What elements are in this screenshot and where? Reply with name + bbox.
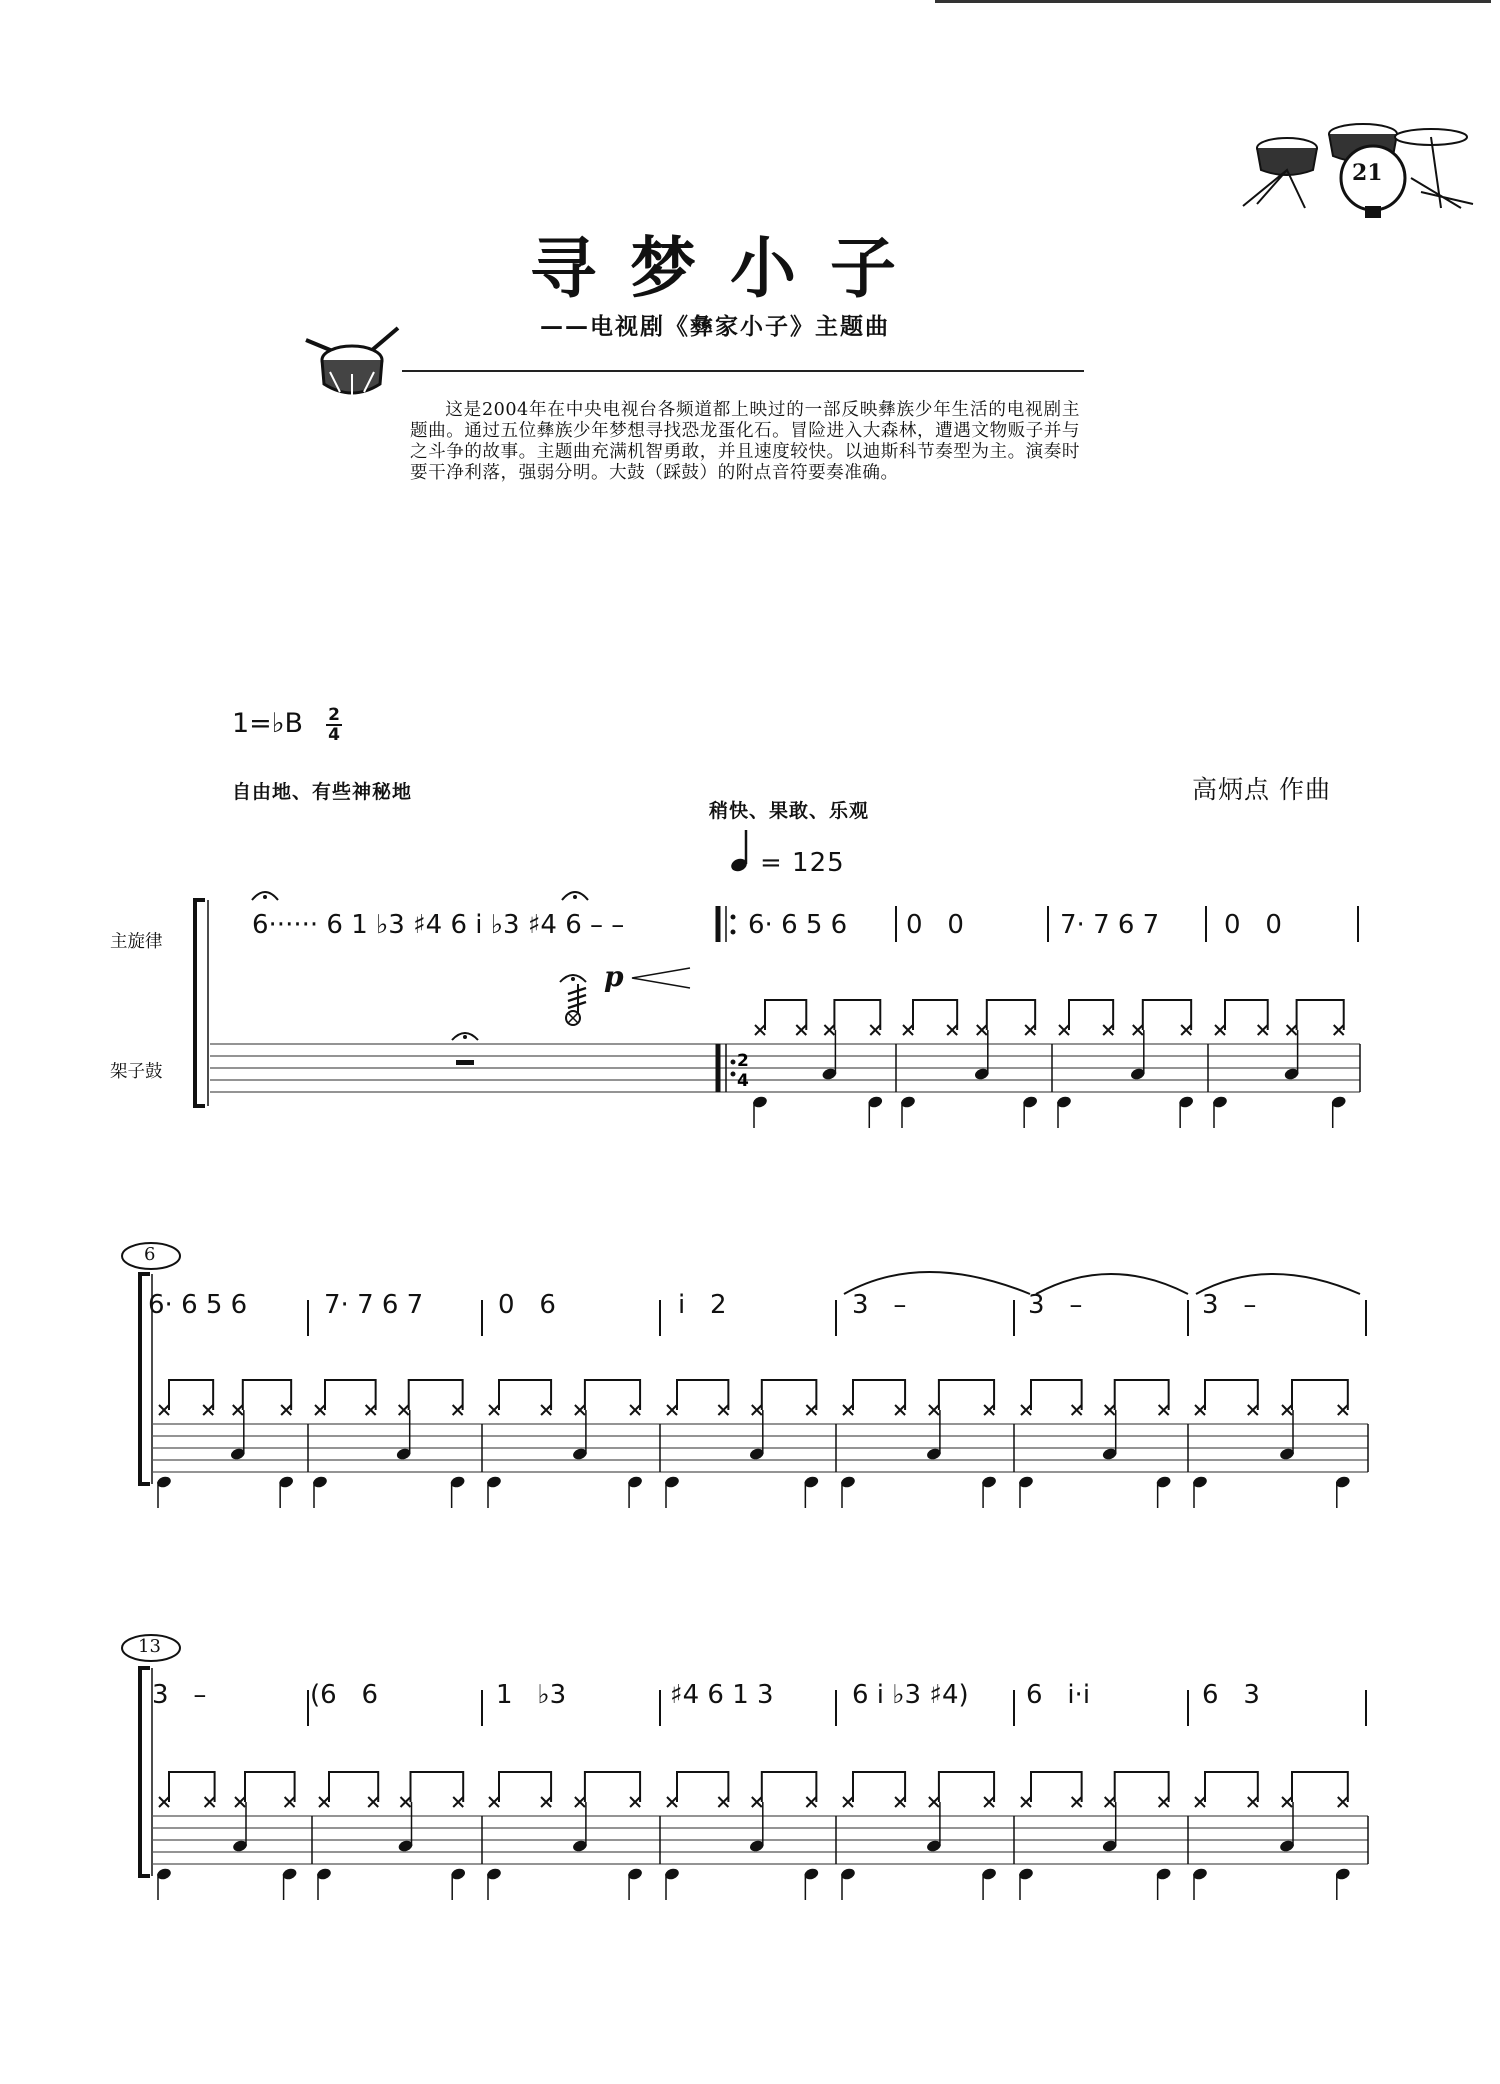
hihat-note [1059,1025,1069,1035]
melody-s1-m4: 0 0 [1224,910,1282,940]
hihat-note [1258,1025,1268,1035]
hihat-note [1338,1797,1348,1807]
hihat-note [903,1025,913,1035]
beam [411,1772,464,1802]
beam [677,1772,728,1802]
hihat-note [159,1405,169,1415]
beam [325,1380,376,1410]
beam [245,1772,295,1802]
hihat-note [233,1405,243,1415]
hihat-note [1181,1025,1191,1035]
hihat-note [1105,1797,1115,1807]
melody-s1-m2: 0 0 [906,910,964,940]
melody-intro: 6······ 6 1 ♭3 ♯4 6 i ♭3 ♯4 6 – – [252,910,625,940]
tempo-intro: 自由地、有些神秘地 [232,781,413,803]
melody-s2-m6: 3 – [1028,1290,1083,1320]
beam [987,1000,1035,1030]
part-label-drums: 架子鼓 [110,1062,163,1082]
tempo-main: 稍快、果敢、乐观 [709,800,870,822]
hihat-note [929,1797,939,1807]
hihat-note [755,1025,765,1035]
hihat-note [843,1405,853,1415]
beam [834,1000,880,1030]
hihat-note [399,1405,409,1415]
hihat-note [368,1797,378,1807]
beam [1031,1380,1082,1410]
hihat-note [1334,1025,1344,1035]
melody-s3-m1: 3 – [152,1680,207,1710]
beam [1225,1000,1268,1030]
beam [329,1772,378,1802]
key-signature: 1=♭B [232,708,304,739]
hihat-note [718,1405,728,1415]
hihat-note [843,1797,853,1807]
hihat-note [1282,1405,1292,1415]
melody-s3-m2: (6 6 [310,1680,379,1710]
hihat-note [489,1797,499,1807]
hihat-note [984,1405,994,1415]
hihat-note [1338,1405,1348,1415]
hihat-note [541,1797,551,1807]
beam [499,1380,551,1410]
beam [765,1000,806,1030]
beam [1205,1380,1258,1410]
hihat-note [319,1797,329,1807]
beam [853,1772,905,1802]
hihat-note [1195,1405,1205,1415]
hihat-note [541,1405,551,1415]
melody-s3-m3: 1 ♭3 [496,1680,567,1710]
hihat-note [285,1797,295,1807]
beam [169,1772,215,1802]
hihat-note [630,1405,640,1415]
hihat-note [1159,1797,1169,1807]
song-title: 寻梦小子 [530,229,930,307]
hihat-note [1105,1405,1115,1415]
melody-s2-m4: i 2 [678,1290,727,1320]
dynamic-mark: p [604,960,624,993]
hihat-note [752,1797,762,1807]
hihat-note [281,1405,291,1415]
hihat-note [796,1025,806,1035]
hihat-note [453,1797,463,1807]
hihat-note [203,1405,213,1415]
svg-text:2: 2 [737,1051,749,1071]
hihat-note [1021,1405,1031,1415]
melody-s1-m1: 6· 6 5 6 [748,910,848,940]
hihat-note [1072,1797,1082,1807]
melody-s2-m2: 7· 7 6 7 [324,1290,424,1320]
hihat-note [575,1797,585,1807]
hihat-note [235,1797,245,1807]
hihat-note [205,1797,215,1807]
hihat-note [1159,1405,1169,1415]
part-label-melody: 主旋律 [110,932,163,952]
melody-s3-m6: 6 i·i [1026,1680,1091,1710]
beam [1205,1772,1258,1802]
hihat-note [159,1797,169,1807]
tempo-bpm: = 125 [760,848,845,878]
beam [1069,1000,1113,1030]
time-sig-top: 2 [328,705,340,725]
hihat-note [401,1797,411,1807]
hihat-note [1287,1025,1297,1035]
hihat-note [1021,1797,1031,1807]
hihat-note [824,1025,834,1035]
hihat-note [895,1797,905,1807]
beam [1143,1000,1191,1030]
beam [499,1772,551,1802]
subtitle: ——电视剧《彝家小子》主题曲 [540,314,890,340]
hihat-note [667,1405,677,1415]
hihat-note [806,1797,816,1807]
beam [913,1000,957,1030]
hihat-note [718,1797,728,1807]
beam [1297,1000,1344,1030]
hihat-note [667,1797,677,1807]
hihat-note [977,1025,987,1035]
beam [1031,1772,1082,1802]
beam [243,1380,291,1410]
melody-s2-m1: 6· 6 5 6 [148,1290,248,1320]
hihat-note [806,1405,816,1415]
hihat-note [929,1405,939,1415]
hihat-note [947,1025,957,1035]
melody-s1-m3: 7· 7 6 7 [1060,910,1160,940]
melody-s2-m7: 3 – [1202,1290,1257,1320]
time-sig-bottom: 4 [328,725,340,745]
hihat-note [453,1405,463,1415]
hihat-note [984,1797,994,1807]
measure-number-6: 6 [144,1244,156,1265]
measure-number-13: 13 [138,1636,161,1657]
melody-s2-m3: 0 6 [498,1290,556,1320]
hihat-note [870,1025,880,1035]
intro-paragraph: 这是2004年在中央电视台各频道都上映过的一部反映彝族少年生活的电视剧主题曲。通过五位彝族少年梦想寻找恐龙蛋化石。冒险进入大森林，遭遇文物贩子并与之斗争的故事。主题曲充满机智勇敢，并且速度较快。以迪斯科节奏型为主。演奏时要干净利落，强弱分明。大鼓（踩鼓）的附点音符要奏准确。 [410,400,1080,483]
beam [853,1380,905,1410]
hihat-note [1103,1025,1113,1035]
svg-text:4: 4 [737,1071,749,1091]
hihat-note [575,1405,585,1415]
hihat-note [489,1405,499,1415]
melody-s2-m5: 3 – [852,1290,907,1320]
melody-s3-m7: 6 3 [1202,1680,1260,1710]
melody-s3-m5: 6 i ♭3 ♯4) [852,1680,969,1710]
hihat-note [1195,1797,1205,1807]
hihat-note [630,1797,640,1807]
hihat-note [366,1405,376,1415]
hihat-note [315,1405,325,1415]
hihat-note [1133,1025,1143,1035]
hihat-note [895,1405,905,1415]
hihat-note [1248,1405,1258,1415]
hihat-note [1215,1025,1225,1035]
melody-s3-m4: ♯4 6 1 3 [670,1680,774,1710]
hihat-note [1248,1797,1258,1807]
hihat-note [752,1405,762,1415]
hihat-note [1072,1405,1082,1415]
beam [677,1380,728,1410]
hihat-note [1025,1025,1035,1035]
beam [169,1380,213,1410]
hihat-note [1282,1797,1292,1807]
composer: 高炳点 作曲 [1192,775,1331,804]
page-number: 21 [1352,160,1383,186]
